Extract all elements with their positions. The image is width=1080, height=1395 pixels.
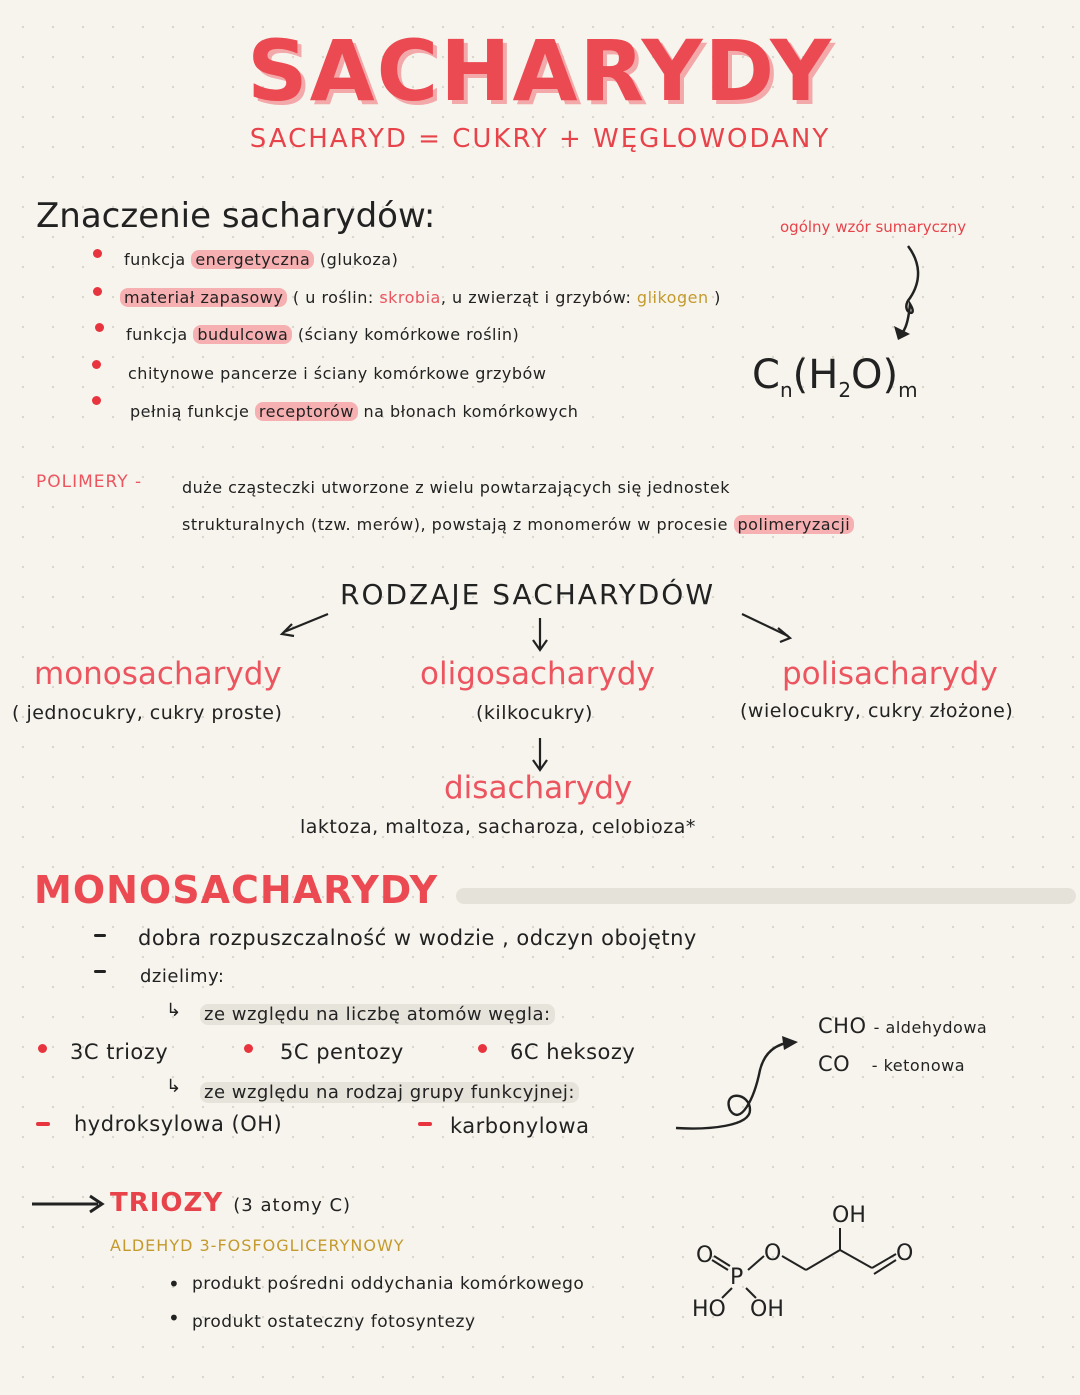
znaczenie-item-3: funkcja budulcowa (ściany komórkowe roślin): [126, 325, 520, 344]
phosphorus-label: P: [730, 1265, 744, 1290]
dash-icon: [418, 1122, 432, 1126]
polisacharydy-desc: (wielocukry, cukry złożone): [740, 700, 1014, 722]
polimery-line-2: strukturalnych (tzw. merów), powstają z monomerów w procesie polimeryzacji: [182, 515, 854, 534]
disacharydy-title: disacharydy: [444, 770, 633, 806]
heading-underline: [456, 888, 1076, 904]
c3-triozy: 3C triozy: [70, 1040, 169, 1064]
monosacharydy-heading: MONOSACHARYDY: [34, 868, 439, 912]
aldehyde-o-label: O: [896, 1241, 914, 1266]
mono-property: dobra rozpuszczalność w wodzie , odczyn obojętny: [138, 926, 697, 950]
triozy-bullet-2: produkt ostateczny fotosyntezy: [192, 1312, 476, 1332]
bullet-icon: [244, 1044, 253, 1053]
c6-heksozy: 6C heksozy: [510, 1040, 636, 1064]
monosacharydy-title: monosacharydy: [34, 656, 282, 692]
polisacharydy-title: polisacharydy: [782, 656, 998, 692]
oligosacharydy-title: oligosacharydy: [420, 656, 655, 692]
arrow-right-icon: [30, 1188, 110, 1218]
carbonyl-group: karbonylowa: [450, 1114, 590, 1138]
bullet-icon: •: [168, 1272, 180, 1296]
bullet-icon: [93, 249, 102, 258]
znaczenie-item-1: funkcja energetyczna (glukoza): [124, 250, 399, 269]
by-carbon-label: ze względu na liczbę atomów węgla:: [200, 1004, 555, 1025]
rodzaje-heading: RODZAJE SACHARYDÓW: [340, 578, 716, 611]
mono-divide: dzielimy:: [140, 966, 225, 987]
arrow-sub-icon: ↳: [166, 1076, 182, 1097]
c5-pentozy: 5C pentozy: [280, 1040, 404, 1064]
triozy-bullet-1: produkt pośredni oddychania komórkowego: [192, 1274, 585, 1294]
aldehyd-label: ALDEHYD 3-FOSFOGLICERYNOWY: [110, 1236, 405, 1255]
polimery-line-1: duże cząsteczki utworzone z wielu powtarzających się jednostek: [182, 478, 730, 497]
dash-icon: [94, 934, 106, 937]
formula-label: ogólny wzór sumaryczny: [780, 218, 967, 236]
ho-label: HO: [692, 1297, 726, 1322]
g3p-structure: [690, 1198, 930, 1328]
hydroxyl-group: hydroksylowa (OH): [74, 1112, 283, 1136]
loop-arrow-icon: [670, 1030, 810, 1140]
disacharydy-examples: laktoza, maltoza, sacharoza, celobioza*: [300, 816, 696, 838]
arrow-sub-icon: ↳: [166, 1000, 182, 1021]
znaczenie-heading: Znaczenie sacharydów:: [36, 196, 436, 236]
znaczenie-item-4: chitynowe pancerze i ściany komórkowe grzybów: [128, 364, 547, 383]
by-group-label: ze względu na rodzaj grupy funkcyjnej:: [200, 1082, 579, 1103]
oh-label: OH: [750, 1297, 784, 1322]
bullet-icon: [95, 323, 104, 332]
znaczenie-item-2: materiał zapasowy ( u roślin: skrobia, u zwierząt i grzybów: glikogen ): [120, 288, 721, 307]
bullet-icon: [38, 1044, 47, 1053]
general-formula: $C_n(H_2O)_m$: [752, 352, 918, 402]
bullet-icon: •: [168, 1306, 180, 1330]
subtitle: SACHARYD = CUKRY + WĘGLOWODANY: [249, 124, 831, 154]
monosacharydy-desc: ( jednocukry, cukry proste): [12, 702, 283, 724]
phosphate-o-label: O: [696, 1243, 714, 1268]
curly-arrow-icon: [880, 240, 940, 350]
page-title: SACHARYDY: [247, 22, 833, 120]
dash-icon: [94, 970, 106, 973]
co-group: CO - ketonowa: [818, 1052, 966, 1076]
bullet-icon: [92, 360, 101, 369]
bullet-icon: [92, 396, 101, 405]
dash-icon: [36, 1122, 50, 1126]
oligosacharydy-desc: (kilkocukry): [476, 702, 593, 724]
bullet-icon: [478, 1044, 487, 1053]
cho-group: CHO - aldehydowa: [818, 1014, 988, 1038]
znaczenie-item-5: pełnią funkcje receptorów na błonach komórkowych: [130, 402, 579, 421]
bullet-icon: [93, 287, 102, 296]
ester-o-label: O: [764, 1241, 782, 1266]
oh-top-label: OH: [832, 1203, 866, 1228]
polimery-label: POLIMERY -: [36, 472, 143, 492]
triozy-heading: TRIOZY (3 atomy C): [110, 1188, 352, 1218]
